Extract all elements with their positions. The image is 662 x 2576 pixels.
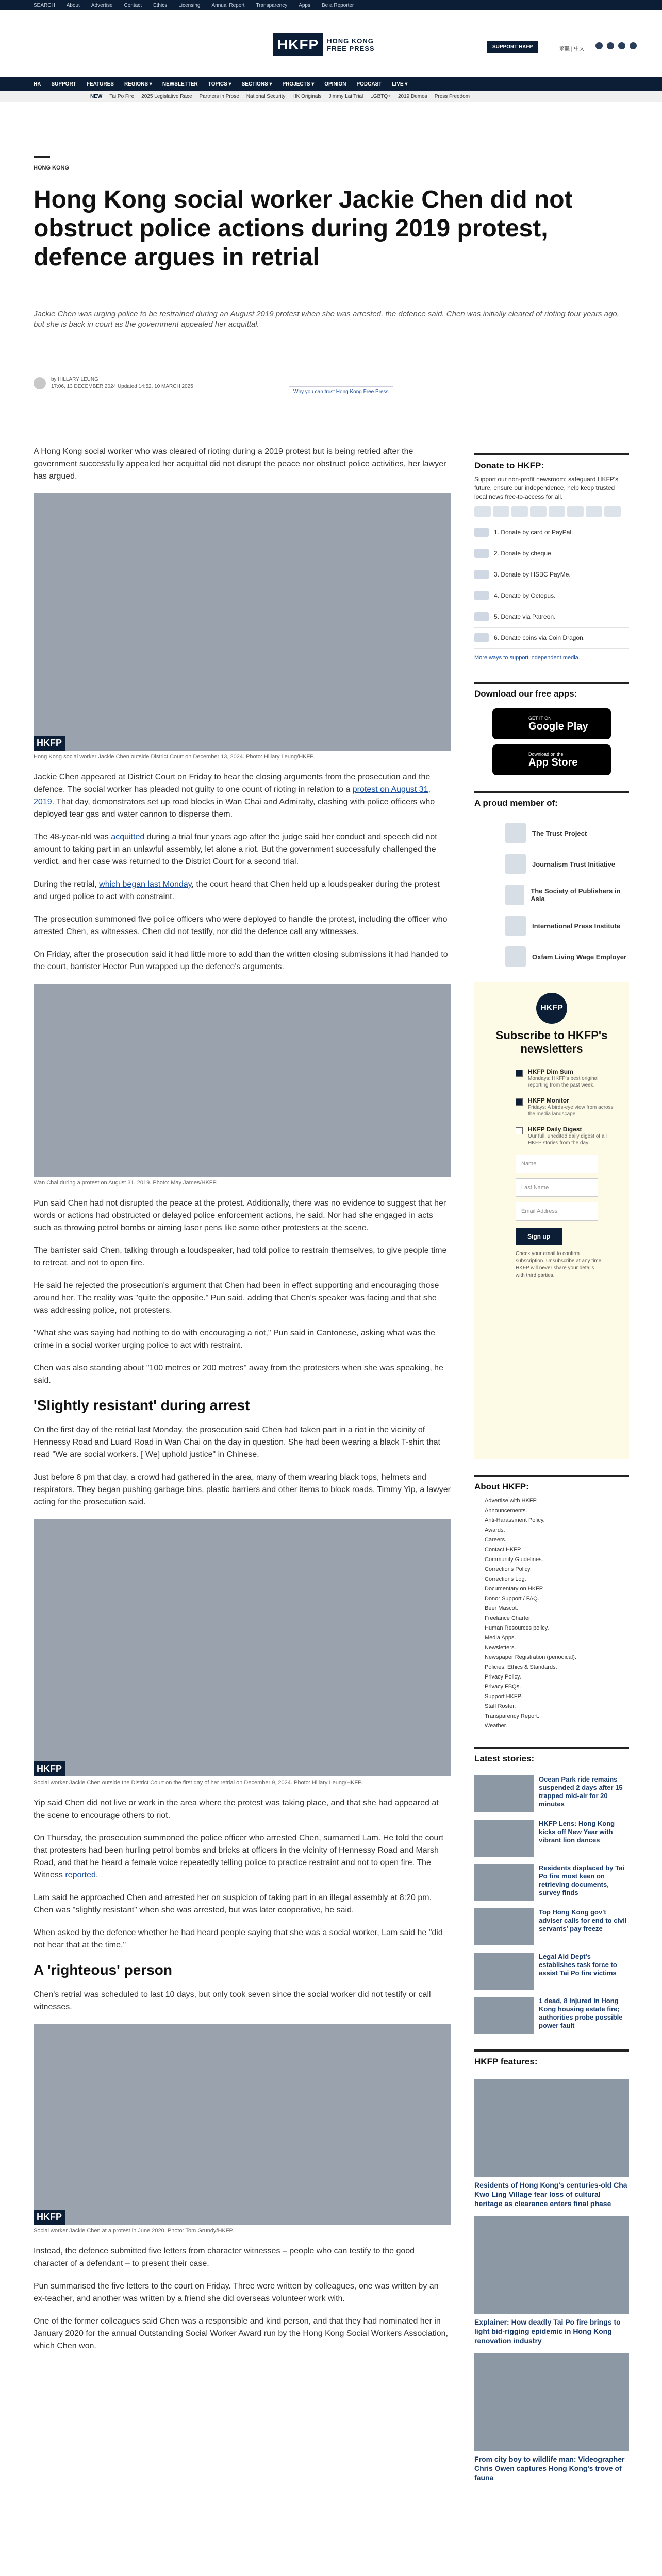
about-link[interactable]: Awards. — [485, 1527, 505, 1533]
inline-link[interactable]: reported — [65, 1871, 96, 1879]
checkbox[interactable] — [516, 1127, 523, 1134]
paragraph: Lam said he approached Chen and arrested her on suspicion of taking part in an illegal assembly at 8:20 pm. Chen was "slightly resistant" when she was arrested, but was later cooperative, he said. — [34, 1893, 432, 1914]
inline-link[interactable]: which began last Monday — [99, 880, 192, 889]
site-logo[interactable] — [273, 33, 375, 56]
nav-item[interactable]: PROJECTS ▾ — [282, 81, 315, 87]
amex-icon — [530, 506, 547, 517]
mastercard-icon — [493, 506, 509, 517]
member-logo[interactable]: Oxfam Living Wage Employer — [505, 946, 629, 967]
paragraph: The barrister said Chen, talking through a loudspeaker, had told police to restrain themselves, to give people time to retreat, and not to open fire. — [34, 1246, 447, 1267]
trending-item[interactable]: Partners in Prose — [199, 93, 239, 99]
topbar-item[interactable]: Contact — [124, 2, 142, 8]
story-title[interactable]: 1 dead, 8 injured in Hong Kong housing estate fire; authorities probe possible power fault — [539, 1997, 623, 2029]
donate-title: Donate to HKFP: — [474, 453, 629, 475]
octopus-icon — [474, 591, 489, 600]
paragraph: Jackie Chen appeared at District Court on Friday to hear the closing arguments from the prosecution and the defence. The social worker has pleaded not guilty to one count of rioting in relation to a protest on August 31, 2019. That day, demonstrators set up road blocks in Wan Chai and Admiralty, clashing with police officers who deployed tear gas and water cannon to disperse them. — [34, 773, 435, 819]
nav-item[interactable]: SECTIONS ▾ — [241, 81, 272, 87]
feature-title[interactable]: From city boy to wildlife man: Videographer Chris Owen captures Hong Kong's trove of fauna — [474, 2455, 625, 2482]
photo-caption: Wan Chai during a protest on August 31, 2019. Photo: May James/HKFP. — [34, 1180, 218, 1186]
youtube-icon[interactable] — [630, 42, 637, 49]
topbar-item[interactable]: Ethics — [153, 2, 168, 8]
main-nav — [0, 77, 662, 91]
feature-image[interactable] — [474, 2216, 629, 2314]
sopa-icon — [505, 885, 524, 905]
trending-bar — [0, 91, 662, 102]
payme-icon — [549, 506, 565, 517]
about-link[interactable]: Announcements. — [485, 1507, 527, 1514]
about-link[interactable]: Newspaper Registration (periodical). — [485, 1654, 576, 1660]
latest-story[interactable] — [474, 1908, 629, 1945]
ipi-icon — [505, 916, 526, 936]
instagram-icon[interactable] — [618, 42, 625, 49]
features-list — [474, 2079, 629, 2482]
about-link[interactable]: Anti-Harassment Policy. — [485, 1517, 545, 1523]
paragraph: A Hong Kong social worker who was cleared of rioting during a 2019 protest but is being retried after the government successfully appealed her acquittal did not disrupt the peace nor obstruct police activities, her lawyer has argued. — [34, 447, 446, 481]
photo-caption: Social worker Jackie Chen outside the District Court on the first day of her retrial on December 9, 2024. Photo: Hillary Leung/HKFP. — [34, 1780, 363, 1786]
nav-item[interactable]: NEWSLETTER — [162, 81, 198, 87]
paragraph: Instead, the defence submitted five letters from character witnesses – people who can testify to the good character of a defendant – to present their case. — [34, 2247, 415, 2268]
trending-item[interactable]: Press Freedom — [434, 93, 470, 99]
photo-watermark: HKFP — [34, 736, 65, 751]
paragraph: He said he rejected the prosecution's argument that Chen had been in effect supporting and encouraging those around her. The reality was "quite the opposite." Pun said, adding that Chen's speaker was facing and that she was addressing police, not protesters. — [34, 1281, 439, 1315]
about-link[interactable]: Contact HKFP. — [485, 1547, 522, 1553]
about-title: About HKFP: — [474, 1475, 629, 1496]
nav-item[interactable]: OPINION — [324, 81, 346, 87]
latest-list — [474, 1775, 629, 2034]
about-link[interactable]: Policies, Ethics & Standards. — [485, 1664, 557, 1670]
feature-image[interactable] — [474, 2353, 629, 2451]
utility-bar — [0, 0, 662, 10]
about-link[interactable]: Careers. — [485, 1537, 507, 1543]
oxfam-icon — [505, 946, 526, 967]
trending-item[interactable]: LGBTQ+ — [370, 93, 391, 99]
visa-icon — [474, 506, 491, 517]
support-button[interactable]: SUPPORT HKFP — [487, 41, 538, 53]
member-title: A proud member of: — [474, 791, 629, 812]
nav-item[interactable]: TOPICS ▾ — [208, 81, 231, 87]
newsletter-title: Subscribe to HKFP's newsletters — [495, 1029, 608, 1055]
paragraph: During the retrial, which began last Monday, the court heard that Chen held up a loudspeaker during the protest and urged police to act with constraint. — [34, 880, 440, 901]
nav-item[interactable]: SUPPORT — [51, 81, 76, 87]
paragraph: Just before 8 pm that day, a crowd had gathered in the area, many of them wearing black tops, helmets and respirators. They began pushing garbage bins, plastic barriers and other items to block roads, Timmy Yip, a lawyer acting for the prosecution said. — [34, 1473, 451, 1506]
first-name-input[interactable]: Name — [516, 1155, 598, 1173]
nav-item[interactable]: PODCAST — [356, 81, 382, 87]
donate-option[interactable]: 1. Donate by card or PayPal. — [474, 522, 629, 543]
section-heading: 'Slightly resistant' during arrest — [34, 1397, 250, 1413]
logo-line: FREE PRESS — [327, 45, 375, 53]
donate-option[interactable]: 2. Donate by cheque. — [474, 543, 629, 564]
topbar-item[interactable]: About — [66, 2, 80, 8]
paragraph: Chen's retrial was scheduled to last 10 days, but only took seven since the social worker did not testify or call witnesses. — [34, 1990, 431, 2011]
inline-link[interactable]: protest on August 31, 2019 — [34, 785, 431, 806]
article-kicker[interactable]: HONG KONG — [34, 165, 70, 171]
newsletter-note: Check your email to confirm subscription. Unsubscribe at any time. HKFP will never share your details with third parties. — [516, 1251, 603, 1278]
about-link[interactable]: Corrections Policy. — [485, 1566, 532, 1572]
latest-story[interactable] — [474, 1997, 629, 2034]
newsletter-logo: HKFP — [536, 993, 567, 1024]
last-name-input[interactable]: Last Name — [516, 1178, 598, 1197]
signup-button[interactable]: Sign up — [516, 1228, 562, 1245]
about-link[interactable]: Newsletters. — [485, 1645, 516, 1651]
about-link[interactable]: Privacy FBQs. — [485, 1684, 521, 1690]
article-deck: Jackie Chen was urging police to be restrained during an August 2019 protest when she was arrested, the defence said. Chen was initially cleared of rioting four years ago, but she is back in court as the government appealed her acquittal. — [34, 310, 619, 329]
paragraph: On the first day of the retrial last Monday, the prosecution said Chen had taken part in a riot in the vicinity of Hennessy Road and Luard Road in Wan Chai on the day in question. She had been wearing a black T-shirt that read "We are social workers. [ We] uphold justice" in Chinese. — [34, 1426, 440, 1459]
article-body — [34, 446, 451, 2363]
cheque-icon — [474, 549, 489, 558]
app-store-badge[interactable]: Download on the App Store — [492, 744, 611, 775]
author-avatar — [34, 377, 46, 389]
payment-logos — [474, 506, 629, 517]
about-link[interactable]: Human Resources policy. — [485, 1625, 549, 1631]
about-link[interactable]: Transparency Report. — [485, 1713, 539, 1719]
checkbox[interactable] — [516, 1098, 523, 1106]
nav-item[interactable]: FEATURES — [86, 81, 114, 87]
newsletter-option[interactable]: HKFP Dim Sum Mondays: HKFP's best original reporting from the past week. — [516, 1068, 619, 1089]
latest-story[interactable] — [474, 1775, 629, 1812]
story-thumbnail[interactable] — [474, 1953, 534, 1990]
kicker-rule — [34, 156, 50, 158]
octopus-icon — [567, 506, 584, 517]
payme-icon — [474, 570, 489, 579]
about-link[interactable]: Privacy Policy. — [485, 1674, 521, 1680]
story-title[interactable]: HKFP Lens: Hong Kong kicks off New Year with vibrant lion dances — [539, 1820, 615, 1844]
jti-icon — [505, 854, 526, 874]
latest-story[interactable] — [474, 1953, 629, 1990]
story-title[interactable]: Ocean Park ride remains suspended 2 days after 15 trapped mid-air for 20 minutes — [539, 1775, 623, 1808]
byline — [34, 376, 193, 391]
topbar-item[interactable]: Apps — [299, 2, 310, 8]
about-link[interactable]: Weather. — [485, 1723, 507, 1729]
trust-project-icon — [505, 823, 526, 843]
trending-item[interactable]: National Security — [246, 93, 286, 99]
photo-watermark: HKFP — [34, 2210, 65, 2225]
feature-story[interactable] — [474, 2216, 629, 2345]
newsletter-signup — [474, 982, 629, 1459]
logo-line: HONG KONG — [327, 37, 374, 45]
coin-icon — [474, 633, 489, 642]
social-icons — [595, 42, 637, 49]
applepay-icon — [604, 506, 621, 517]
story-title[interactable]: Top Hong Kong gov't adviser calls for end to civil servants' pay freeze — [539, 1908, 627, 1933]
about-link[interactable]: Support HKFP. — [485, 1693, 522, 1700]
topbar-item[interactable]: Be a Reporter — [322, 2, 354, 8]
story-title[interactable]: Legal Aid Dept's establishes task force to assist Tai Po fire victims — [539, 1953, 617, 1977]
author-name[interactable]: by HILLARY LEUNG — [51, 377, 98, 382]
story-title[interactable]: Residents displaced by Tai Po fire most keen on retrieving documents, survey finds — [539, 1864, 624, 1896]
photo-caption: Social worker Jackie Chen at a protest in June 2020. Photo: Tom Grundy/HKFP. — [34, 2228, 234, 2234]
paragraph: One of the former colleagues said Chen was a responsible and kind person, and that they had nominated her in January 2020 for the annual Outstanding Social Worker Award run by the Hong Kong Social Workers Association, which Chen won. — [34, 2317, 449, 2350]
trending-item[interactable]: Jimmy Lai Trial — [328, 93, 363, 99]
paragraph: The 48-year-old was acquitted during a trial four years ago after the judge said her conduct and speech did not amount to taking part in an unlawful assembly, let alone a riot. But the government successfully challenged the verdict, and her case was returned to the District Court for a second trial. — [34, 833, 437, 866]
inline-link[interactable]: acquitted — [111, 833, 145, 841]
about-link[interactable]: Media Apps. — [485, 1635, 516, 1641]
topbar-item[interactable]: SEARCH — [34, 2, 55, 8]
topbar-item[interactable]: Transparency — [256, 2, 288, 8]
article-headline: Hong Kong social worker Jackie Chen did not obstruct police actions during 2019 protest, defence argues in retrial — [34, 186, 573, 271]
paragraph: Pun summarised the five letters to the court on Friday. Three were written by colleagues, one was written by an ex-teacher, and another was written by a friend she did overseas volunteer work with. — [34, 2282, 439, 2303]
facebook-icon[interactable] — [595, 42, 603, 49]
section-heading: A 'righteous' person — [34, 1962, 172, 1978]
about-link[interactable]: Advertise with HKFP. — [485, 1498, 538, 1504]
feature-story[interactable] — [474, 2353, 629, 2482]
about-link[interactable]: Freelance Charter. — [485, 1615, 532, 1621]
language-switch[interactable]: 繁體 | 中文 — [559, 46, 585, 52]
paragraph: Yip said Chen did not live or work in the area where the protest was taking place, and that she had appeared at the scene to encourage others to riot. — [34, 1799, 439, 1820]
topbar-item[interactable]: Licensing — [178, 2, 201, 8]
email-input[interactable]: Email Address — [516, 1202, 598, 1221]
feature-image[interactable] — [474, 2079, 629, 2177]
article-photo — [34, 2024, 451, 2225]
newsletter-option[interactable]: HKFP Daily Digest Our full, unedited daily digest of all HKFP stories from the day. — [516, 1126, 619, 1146]
patreon-icon — [474, 612, 489, 621]
paragraph: When asked by the defence whether he had heard people saying that she was a social worker, Lam said he "did not hear that at the time." — [34, 1928, 443, 1950]
story-thumbnail[interactable] — [474, 1997, 534, 2034]
member-logo[interactable]: The Society of Publishers in Asia — [505, 885, 629, 905]
about-link[interactable]: Staff Roster. — [485, 1703, 516, 1709]
member-logo[interactable]: The Trust Project — [505, 823, 629, 843]
photo-caption: Hong Kong social worker Jackie Chen outside District Court on December 13, 2024. Photo: Hillary Leung/HKFP. — [34, 754, 315, 760]
google-play-badge[interactable]: GET IT ON Google Play — [492, 708, 611, 739]
apps-title: Download our free apps: — [474, 682, 629, 703]
donate-option[interactable]: 5. Donate via Patreon. — [474, 606, 629, 628]
paragraph: Chen was also standing about "100 metres or 200 metres" away from the protesters when she was speaking, he said. — [34, 1364, 443, 1385]
about-link[interactable]: Documentary on HKFP. — [485, 1586, 544, 1592]
nav-item[interactable]: LIVE ▾ — [392, 81, 408, 87]
feature-title[interactable]: Residents of Hong Kong's centuries-old Cha Kwo Ling Village fear loss of cultural heritage as clearance enters final phase — [474, 2181, 627, 2208]
donate-option[interactable]: 3. Donate by HSBC PayMe. — [474, 564, 629, 585]
paragraph: On Friday, after the prosecution said it had little more to add than the written closing submissions it had handed to the court, barrister Hector Pun wrapped up the defence's arguments. — [34, 950, 448, 971]
trending-item[interactable]: Tai Po Fire — [109, 93, 135, 99]
newsletter-option[interactable]: HKFP Monitor Fridays: A birds-eye view from across the media landscape. — [516, 1097, 619, 1117]
checkbox[interactable] — [516, 1070, 523, 1077]
feature-title[interactable]: Explainer: How deadly Tai Po fire brings to light bid-rigging epidemic in Hong Kong renovation industry — [474, 2318, 621, 2345]
new-label: NEW — [90, 93, 103, 99]
paypal-icon — [511, 506, 528, 517]
topbar-item[interactable]: Advertise — [91, 2, 113, 8]
article-photo — [34, 984, 451, 1177]
nav-item[interactable]: HK — [34, 81, 41, 87]
donate-text: Support our non-profit newsroom: safeguard HKFP's future, ensure our independence, help keep trusted local news free-to-access for all. — [474, 476, 619, 500]
trending-item[interactable]: 2025 Legislative Race — [141, 93, 192, 99]
features-title: HKFP features: — [474, 2049, 629, 2071]
member-logo[interactable]: Journalism Trust Initiative — [505, 854, 629, 874]
paragraph: On Thursday, the prosecution summoned the police officer who arrested Chen, surnamed Lam. He told the court that protesters had been hurling petrol bombs and bricks at officers in the vicinity of Hennessy Road and Marsh Road, and that he heard a female voice repeatedly telling police to practice restraint and not to open fire. The Witness reported. — [34, 1834, 444, 1879]
paragraph: "What she was saying had nothing to do with encouraging a riot," Pun said in Cantonese, asking what was the crime in a social worker urging police to act with restraint. — [34, 1329, 435, 1350]
latest-story[interactable] — [474, 1820, 629, 1857]
about-link[interactable]: Beer Mascot. — [485, 1605, 518, 1612]
about-link[interactable]: Corrections Log. — [485, 1576, 526, 1582]
publish-date: 17:06, 13 DECEMBER 2024 Updated 14:52, 10 MARCH 2025 — [51, 384, 193, 389]
about-link[interactable]: Community Guidelines. — [485, 1556, 543, 1563]
story-thumbnail[interactable] — [474, 1775, 534, 1812]
story-thumbnail[interactable] — [474, 1908, 534, 1945]
paragraph: Pun said Chen had not disrupted the peace at the protest. Additionally, there was no evidence to suggest that her words or actions had obstructed or delayed police enforcement actions, he said. Nor had she engaged in acts such as throwing petrol bombs or aiming laser pens like some other protesters at the scene. — [34, 1199, 446, 1232]
donate-option[interactable]: 4. Donate by Octopus. — [474, 585, 629, 606]
sidebar — [474, 453, 629, 2490]
latest-title: Latest stories: — [474, 1747, 629, 1768]
donate-option[interactable]: 6. Donate coins via Coin Dragon. — [474, 628, 629, 649]
trending-item[interactable]: HK Originals — [292, 93, 322, 99]
card-icon — [474, 528, 489, 537]
feature-story[interactable] — [474, 2079, 629, 2208]
about-link[interactable]: Donor Support / FAQ. — [485, 1596, 539, 1602]
latest-story[interactable] — [474, 1864, 629, 1901]
x-icon[interactable] — [607, 42, 614, 49]
donate-more-link[interactable]: More ways to support independent media. — [474, 655, 580, 661]
logo-mark: HKFP — [273, 33, 323, 56]
trust-badge[interactable]: Why you can trust Hong Kong Free Press — [289, 386, 393, 397]
member-logo[interactable]: International Press Institute — [505, 916, 629, 936]
photo-watermark: HKFP — [34, 1761, 65, 1776]
topbar-item[interactable]: Annual Report — [211, 2, 245, 8]
about-list — [474, 1496, 629, 1731]
site-header — [0, 10, 662, 67]
story-thumbnail[interactable] — [474, 1864, 534, 1901]
story-thumbnail[interactable] — [474, 1820, 534, 1857]
paragraph: The prosecution summoned five police officers who were deployed to handle the protest, including the officer who arrested Chen, as witnesses. Chen did not testify, nor did the defence call any witnesses. — [34, 915, 448, 936]
article-photo — [34, 493, 451, 751]
trending-item[interactable]: 2019 Demos — [398, 93, 427, 99]
article-photo — [34, 1519, 451, 1776]
unionpay-icon — [586, 506, 602, 517]
nav-item[interactable]: REGIONS ▾ — [124, 81, 152, 87]
